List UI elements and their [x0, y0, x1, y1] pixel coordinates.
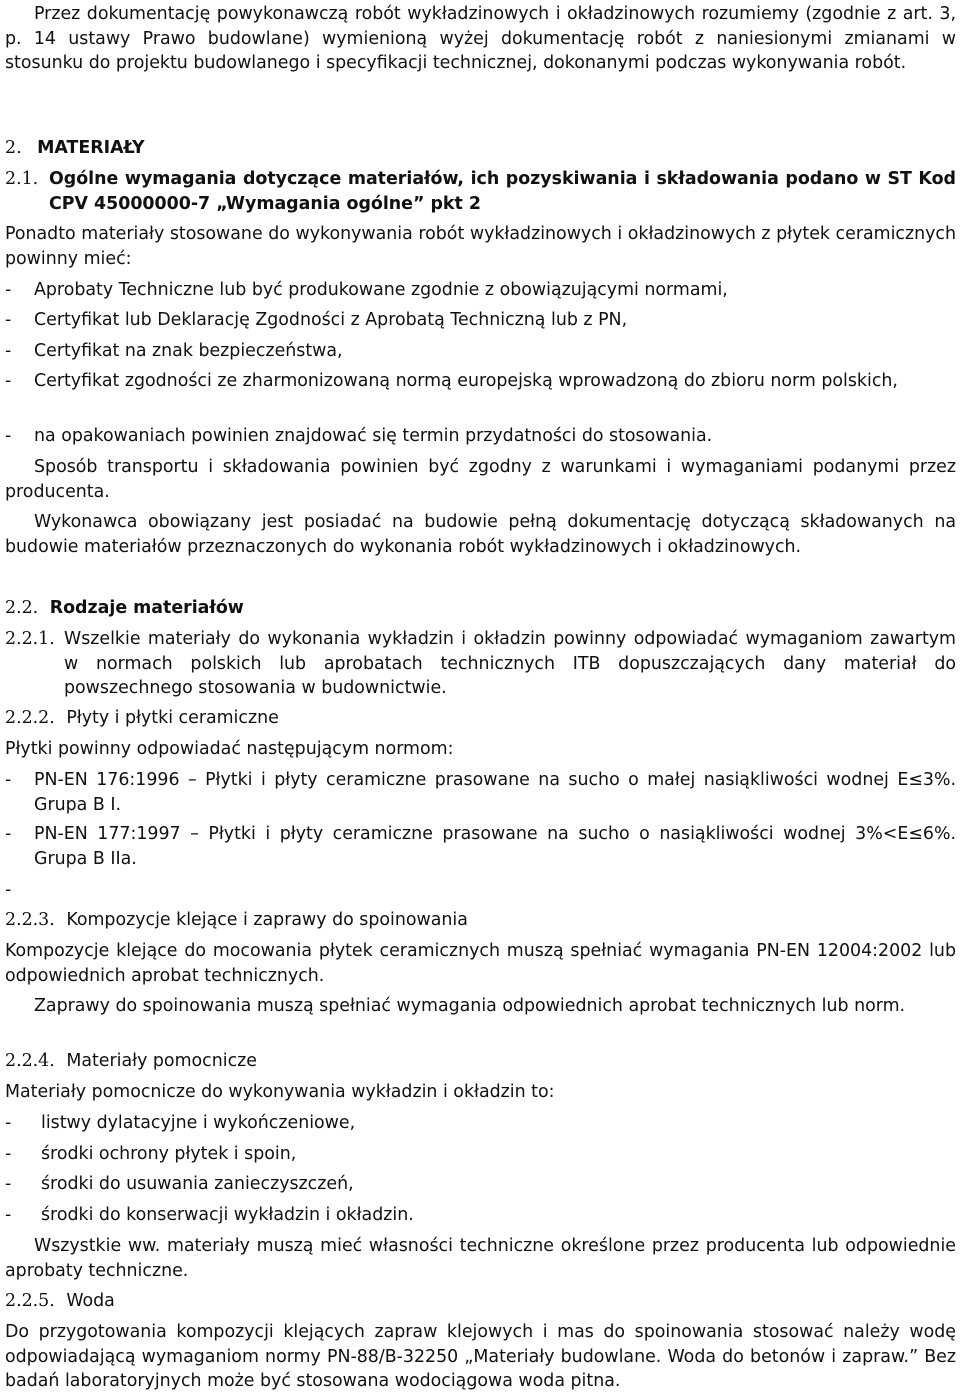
intro-paragraph: Przez dokumentację powykonawczą robót wykładzinowych i okładzinowych rozumiemy (zgodnie z art. 3, p. 14 ustawy Prawo budowlane) wymienioną wyżej dokumentację robót z naniesionymi zmianami w stosunku do projektu budowlanego i specyfikacji technicznej, dokonanymi podczas wykonywania robót.	[5, 4, 956, 73]
list-item: Certyfikat na znak bezpieczeństwa,	[34, 341, 343, 361]
water-paragraph: Do przygotowania kompozycji klejących zapraw klejowych i mas do spoinowania stosować należy wodę odpowiadającą wymaganiom normy PN-88/B-32250 „Materiały budowlane. Woda do betonów i zapraw.” Bez badań laboratoryjnych może być stosowana wodociągowa woda pitna.	[5, 1322, 956, 1391]
section-2-2-2-heading: 2.2.2. Płyty i płytki ceramiczne	[5, 708, 279, 728]
list-item: Certyfikat lub Deklarację Zgodności z Aprobatą Techniczną lub z PN,	[34, 310, 628, 330]
section-2-2-5-heading: 2.2.5. Woda	[5, 1291, 115, 1311]
section-2-2-heading: 2.2. Rodzaje materiałów	[5, 598, 244, 618]
grout-paragraph: Zaprawy do spoinowania muszą spełniać wymagania odpowiednich aprobat technicznych lub norm.	[34, 996, 906, 1016]
list-item: środki do usuwania zanieczyszczeń,	[41, 1174, 354, 1194]
section-2-2-1-number: 2.2.1.	[5, 629, 55, 649]
section-title: MATERIAŁY	[37, 138, 145, 158]
section-2-2-1-text: Wszelkie materiały do wykonania wykładzin i okładzin powinny odpowiadać wymaganiom zawartym w normach polskich lub aprobatach technicznych ITB dopuszczających dany materiał do powszechnego stosowania w budownictwie.	[64, 629, 956, 698]
document-page: Przez dokumentację powykonawczą robót wykładzinowych i okładzinowych rozumiemy (zgodnie z art. 3, p. 14 ustawy Prawo budowlane) wymienioną wyżej dokumentację robót z naniesionymi zmianami w stosunku do projektu budowlanego i specyfikacji technicznej, dokonanymi podczas wykonywania robót. 2. MATERIAŁY 2.1. Ogólne wymagania dotyczące materiałów, ich pozyskiwania i składowania podano w ST Kod CPV 45000000-7 „Wymagania ogólne” pkt 2 Ponadto materiały stosowane do wykonywania robót wykładzinowych i okładzinowych z płytek ceramicznych powinny mieć: - Aprobaty Techniczne lub być produkowane zgodnie z obowiązującymi normami, - Certyfikat lub Deklarację Zgodności z Aprobatą Techniczną lub z PN, - Certyfikat na znak bezpieczeństwa, - Certyfikat zgodności ze zharmonizowaną normą europejską wprowadzoną do zbioru norm polskich, - na opakowaniach powinien znajdować się termin przydatności do stosowania. Sposób transportu i składowania powinien być zgodny z warunkami i wymaganiami podanymi przez producenta. Wykonawca obowiązany jest posiadać na budowie pełną dokumentację dotyczącą składowanych na budowie materiałów przeznaczonych do wykonania robót wykładzinowych i okładzinowych. 2.2. Rodzaje materiałów 2.2.1. Wszelkie materiały do wykonania wykładzin i okładzin powinny odpowiadać wymaganiom zawartym w normach polskich lub aprobatach technicznych ITB dopuszczających dany materiał do powszechnego stosowania w budownictwie. 2.2.2. Płyty i płytki ceramiczne Płytki powinny odpowiadać następującym normom: - PN-EN 176:1996 – Płytki i płyty ceramiczne prasowane na sucho o małej nasiąkliwości wodnej E≤3%. Grupa B I. - PN-EN 177:1997 – Płytki i płyty ceramiczne prasowane na sucho o nasiąkliwości wodnej 3%<E≤6%. Grupa B IIa. - 2.2.3. Kompozycje klejące i zaprawy do spoinowania Kompozycje klejące do mocowania płytek ceramicznych muszą spełniać wymagania PN-EN 12004:2002 lub odpowiednich aprobat technicznych. Zaprawy do spoinowania muszą spełniać wymagania odpowiednich aprobat technicznych lub norm. 2.2.4. Materiały pomocnicze Materiały pomocnicze do wykonywania wykładzin i okładzin to: - listwy dylatacyjne i wykończeniowe, - środki ochrony płytek i spoin, - środki do usuwania zanieczyszczeń, - środki do konserwacji wykładzin i okładzin. Wszystkie ww. materiały muszą mieć własności techniczne określone przez producenta lub odpowiednie aprobaty techniczne. 2.2.5. Woda Do przygotowania kompozycji klejących zapraw klejowych i mas do spoinowania stosować należy wodę odpowiadającą wymaganiom normy PN-88/B-32250 „Materiały budowlane. Woda do betonów i zapraw.” Bez badań laboratoryjnych może być stosowana wodociągowa woda pitna.	[0, 0, 960, 1392]
list-item: Aprobaty Techniczne lub być produkowane zgodnie z obowiązującymi normami,	[34, 280, 728, 300]
list-item: listwy dylatacyjne i wykończeniowe,	[41, 1113, 356, 1133]
list-item: środki ochrony płytek i spoin,	[41, 1144, 297, 1164]
list-item: PN-EN 177:1997 – Płytki i płyty ceramiczne prasowane na sucho o nasiąkliwości wodnej 3%<E≤6%. Grupa B IIa.	[34, 824, 956, 869]
documentation-paragraph: Wykonawca obowiązany jest posiadać na budowie pełną dokumentację dotyczącą składowanych na budowie materiałów przeznaczonych do wykonania robót wykładzinowych i okładzinowych.	[5, 512, 956, 557]
list-item: PN-EN 176:1996 – Płytki i płyty ceramiczne prasowane na sucho o małej nasiąkliwości wodnej E≤3%. Grupa B I.	[34, 770, 956, 815]
auxiliary-lead: Materiały pomocnicze do wykonywania wykładzin i okładzin to:	[5, 1082, 555, 1102]
list-item: Certyfikat zgodności ze zharmonizowaną normą europejską wprowadzoną do zbioru norm polskich,	[34, 371, 898, 391]
section-number: 2.	[5, 138, 22, 158]
section-2-1-number: 2.1.	[5, 169, 39, 189]
section-2-1-title: Ogólne wymagania dotyczące materiałów, ich pozyskiwania i składowania podano w ST Kod CPV 45000000-7 „Wymagania ogólne” pkt 2	[49, 169, 956, 214]
section-title: Rodzaje materiałów	[49, 598, 244, 618]
section-2-1-lead: Ponadto materiały stosowane do wykonywania robót wykładzinowych i okładzinowych z płytek ceramicznych powinny mieć:	[5, 224, 956, 269]
section-2-2-4-heading: 2.2.4. Materiały pomocnicze	[5, 1051, 257, 1071]
adhesive-paragraph: Kompozycje klejące do mocowania płytek ceramicznych muszą spełniać wymagania PN-EN 12004:2002 lub odpowiednich aprobat technicznych.	[5, 941, 956, 986]
list-item: środki do konserwacji wykładzin i okładzin.	[41, 1205, 414, 1225]
auxiliary-note: Wszystkie ww. materiały muszą mieć własności techniczne określone przez producenta lub odpowiednie aprobaty techniczne.	[5, 1236, 956, 1281]
section-2-heading	[5, 136, 145, 161]
transport-paragraph: Sposób transportu i składowania powinien być zgodny z warunkami i wymaganiami podanymi przez producenta.	[5, 457, 956, 502]
section-2-2-3-heading: 2.2.3. Kompozycje klejące i zaprawy do spoinowania	[5, 910, 468, 930]
list-item: na opakowaniach powinien znajdować się termin przydatności do stosowania.	[34, 426, 713, 446]
norms-lead: Płytki powinny odpowiadać następującym normom:	[5, 739, 454, 759]
